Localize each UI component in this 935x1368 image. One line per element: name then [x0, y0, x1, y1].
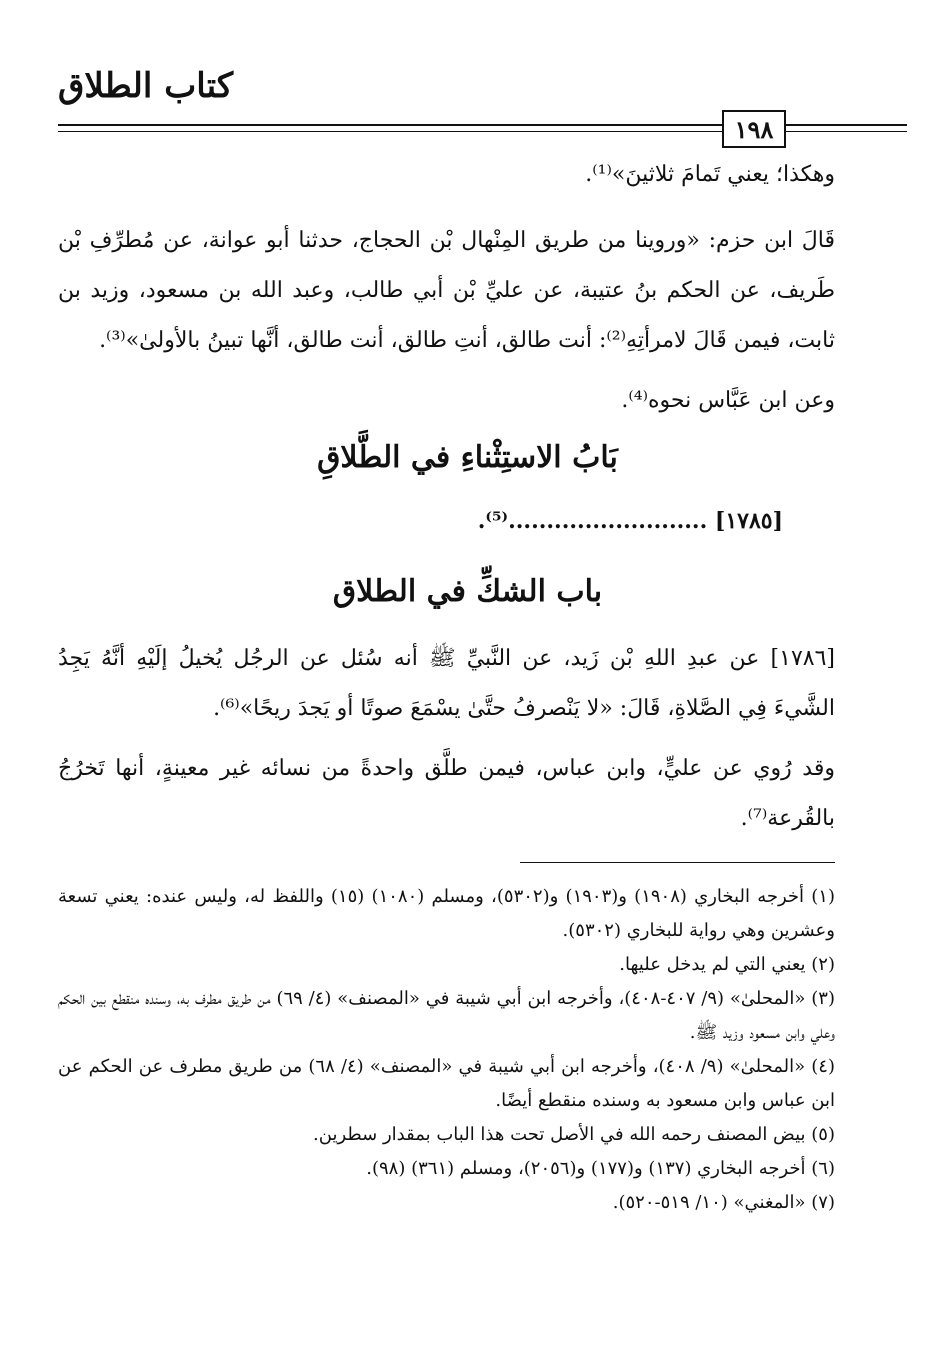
paragraph-ibn-abbas: وعن ابن عَبَّاس نحوه⁽⁴⁾. — [621, 388, 835, 413]
footnote-separator — [520, 862, 835, 863]
page-number: ١٩٨ — [722, 110, 786, 148]
paragraph-ibn-hazm: قَالَ ابن حزم: «وروينا من طريق المِنْهال بْن الحجاج، حدثنا أبو عوانة، عن مُطرِّفِ بْن طَريف، عن الحكم بنُ عتيبة، عن عليِّ بْن أبي طالب، وعبد الله بن مسعود، وزيد بن ثابت، فيمن قَالَ لامرأتِهِ⁽²⁾: أنت طالق، أنتِ طالق، أنت طالق، أنَّها تبينُ بالأولىٰ»⁽³⁾. — [58, 228, 835, 353]
paragraph-qur-a: وقد رُوي عن عليٍّ، وابن عباس، فيمن طلَّق واحدةً من نسائه غير معينةٍ، أنها تَخرُجُ بالقُرعة⁽⁷⁾. — [58, 756, 835, 831]
footnotes — [58, 880, 835, 1220]
footnote-2: (٢) يعني التي لم يدخل عليها. — [619, 954, 835, 975]
chapter-heading-istithna: بَابُ الاستِثْناءِ في الطَّلاقِ — [317, 440, 618, 475]
running-header-title: كتاب الطلاق — [58, 66, 234, 106]
paragraph-1: وهكذا؛ يعني تَمامَ ثلاثينَ»⁽¹⁾. — [585, 162, 835, 187]
hadith-entry-1786: [١٧٨٦] عن عبدِ اللهِ بْن زَيد، عن النَّبيِّ ﷺ أنه سُئل عن الرجُل يُخيلُ إلَيْهِ أنَّهُ يَجِدُ الشَّيءَ فِي الصَّلاةِ، قَالَ: «لا يَنْصرفُ حتَّىٰ يسْمَعَ صوتًا أو يَجدَ ريحًا»⁽⁶⁾. — [58, 646, 835, 721]
footnote-5: (٥) بيض المصنف رحمه الله في الأصل تحت هذا الباب بمقدار سطرين. — [313, 1124, 835, 1145]
footnote-7: (٧) «المغني» (١٠/ ٥١٩-٥٢٠). — [612, 1192, 835, 1213]
header-rule-tick-thin — [786, 131, 808, 132]
scan-artifact — [905, 12, 929, 82]
hadith-entry-1785: [١٧٨٥] ..........................⁽⁵⁾. — [477, 508, 783, 534]
footnote-1: (١) أخرجه البخاري (١٩٠٨) و(١٩٠٣) و(٥٣٠٢)، ومسلم (١٠٨٠) (١٥) واللفظ له، وليس عنده: يعني تسعة وعشرين وهي رواية للبخاري (٥٣٠٢). — [58, 886, 835, 941]
footnote-4: (٤) «المحلىٰ» (٩/ ٤٠٨)، وأخرجه ابن أبي شيبة في «المصنف» (٤/ ٦٨) من طريق مطرف عن الحكم عن ابن عباس وابن مسعود به وسنده منقطع أيضًا. — [58, 1056, 835, 1111]
footnote-6: (٦) أخرجه البخاري (١٣٧) و(١٧٧) و(٢٠٥٦)، ومسلم (٣٦١) (٩٨). — [366, 1158, 835, 1179]
footnote-3: (٣) «المحلىٰ» (٩/ ٤٠٧-٤٠٨)، وأخرجه ابن أبي شيبة في «المصنف» (٤/ ٦٩) من طريق مطرف به، وسنده منقطع بين الحكم وعلي وابن مسعود وزيد ﷺ. — [58, 988, 835, 1043]
chapter-heading-shakk: باب الشكِّ في الطلاق — [332, 574, 603, 609]
header-rule-tick — [786, 124, 808, 126]
